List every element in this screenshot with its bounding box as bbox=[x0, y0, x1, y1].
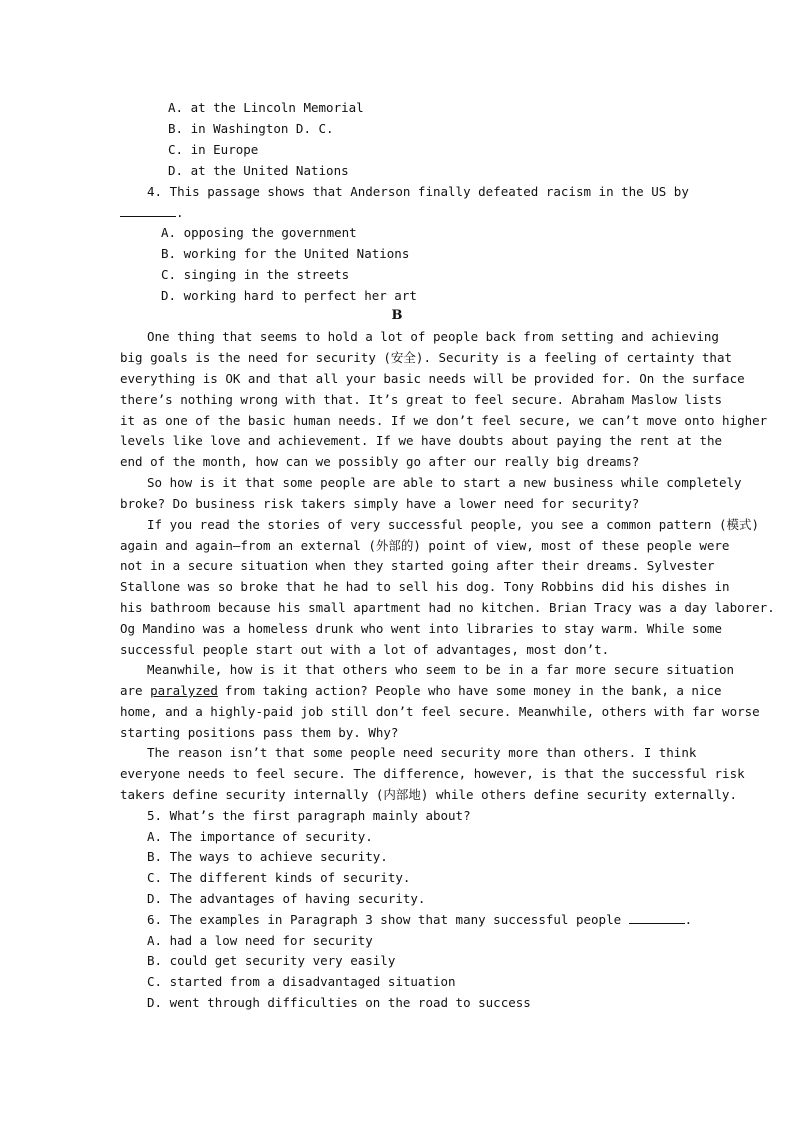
passage-line: One thing that seems to hold a lot of people back from setting and achieving bbox=[147, 329, 719, 344]
passage-line: broke? Do business risk takers simply have a lower need for security? bbox=[120, 496, 640, 511]
passage-line: successful people start out with a lot of advantages, most don’t. bbox=[120, 642, 610, 657]
underlined-word: paralyzed bbox=[150, 683, 218, 698]
q4-option-c: C. singing in the streets bbox=[161, 267, 350, 282]
passage-line: The reason isn’t that some people need security more than others. I think bbox=[147, 745, 697, 760]
q6-option-b: B. could get security very easily bbox=[147, 953, 396, 968]
q6-option-d: D. went through difficulties on the road to success bbox=[147, 995, 531, 1010]
passage-line: there’s nothing wrong with that. It’s great to feel secure. Abraham Maslow lists bbox=[120, 392, 723, 407]
passage-line: If you read the stories of very successful people, you see a common pattern (模式) bbox=[147, 517, 759, 532]
q4-stem-blank-line bbox=[120, 202, 674, 223]
passage-line: levels like love and achievement. If we have doubts about paying the rent at the bbox=[120, 433, 723, 448]
passage-line: home, and a highly-paid job still don’t feel secure. Meanwhile, others with far worse bbox=[120, 704, 760, 719]
q5-option-b: B. The ways to achieve security. bbox=[147, 849, 388, 864]
q4-stem-end: . bbox=[176, 205, 184, 220]
q6-stem-line bbox=[147, 909, 693, 930]
q5-option-d: D. The advantages of having security. bbox=[147, 891, 426, 906]
q5-option-a: A. The importance of security. bbox=[147, 829, 373, 844]
q3-option-c: C. in Europe bbox=[168, 142, 259, 157]
passage-line: Meanwhile, how is it that others who seem to be in a far more secure situation bbox=[147, 662, 734, 677]
q5-stem: 5. What’s the first paragraph mainly about? bbox=[147, 808, 471, 823]
section-b-title: B bbox=[391, 308, 403, 323]
passage-line: end of the month, how can we possibly go after our really big dreams? bbox=[120, 454, 640, 469]
passage-line: Stallone was so broke that he had to sell his dog. Tony Robbins did his dishes in bbox=[120, 579, 730, 594]
passage-line: not in a secure situation when they started going after their dreams. Sylvester bbox=[120, 558, 715, 573]
passage-line: So how is it that some people are able to start a new business while completely bbox=[147, 475, 742, 490]
answer-blank bbox=[629, 910, 685, 924]
passage-line: it as one of the basic human needs. If we don’t feel secure, we can’t move onto higher bbox=[120, 413, 768, 428]
q3-option-a: A. at the Lincoln Memorial bbox=[168, 100, 364, 115]
answer-blank bbox=[120, 203, 176, 217]
passage-line: everything is OK and that all your basic needs will be provided for. On the surface bbox=[120, 371, 745, 386]
passage-line: his bathroom because his small apartment had no kitchen. Brian Tracy was a day laborer. bbox=[120, 600, 775, 615]
passage-line-with-vocab bbox=[120, 680, 722, 701]
line-remainder: from taking action? People who have some money in the bank, a nice bbox=[224, 683, 722, 698]
passage-line: Og Mandino was a homeless drunk who went into libraries to stay warm. While some bbox=[120, 621, 723, 636]
q3-option-b: B. in Washington D. C. bbox=[168, 121, 334, 136]
q4-stem: 4. This passage shows that Anderson finally defeated racism in the US by bbox=[147, 184, 689, 199]
passage-line: big goals is the need for security (安全). Security is a feeling of certainty that bbox=[120, 350, 732, 365]
passage-line: starting positions pass them by. Why? bbox=[120, 725, 399, 740]
q4-option-a: A. opposing the government bbox=[161, 225, 357, 240]
q6-option-a: A. had a low need for security bbox=[147, 933, 373, 948]
q4-option-d: D. working hard to perfect her art bbox=[161, 288, 417, 303]
q6-stem-end: . bbox=[684, 912, 693, 927]
passage-line: everyone needs to feel secure. The difference, however, is that the successful risk bbox=[120, 766, 745, 781]
q3-option-d: D. at the United Nations bbox=[168, 163, 349, 178]
q6-option-c: C. started from a disadvantaged situation bbox=[147, 974, 456, 989]
q4-option-b: B. working for the United Nations bbox=[161, 246, 410, 261]
line-prefix: are bbox=[120, 683, 143, 698]
q5-option-c: C. The different kinds of security. bbox=[147, 870, 411, 885]
passage-line: again and again—from an external (外部的) point of view, most of these people were bbox=[120, 538, 730, 553]
passage-line: takers define security internally (内部地) while others define security externally. bbox=[120, 787, 737, 802]
q6-stem: 6. The examples in Paragraph 3 show that many successful people bbox=[147, 912, 622, 927]
